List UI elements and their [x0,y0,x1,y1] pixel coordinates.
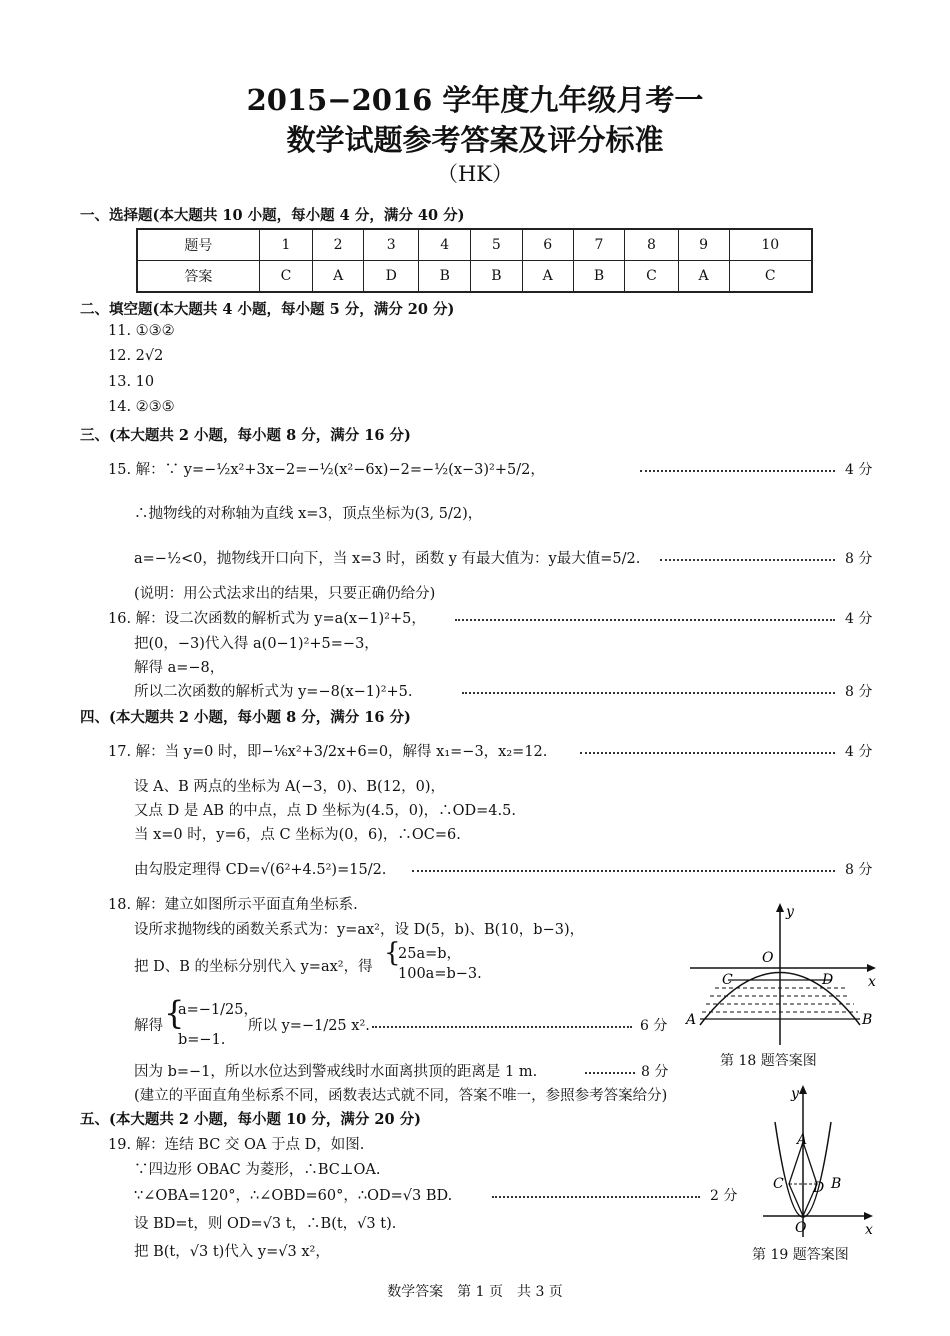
table-cell: 2 [313,229,364,261]
table-cell: 8 [625,229,678,261]
dot-leader [492,1196,700,1198]
q15-line-2: ∴抛物线的对称轴为直线 x=3，顶点坐标为(3, 5/2)， [134,506,483,522]
table-cell: C [259,261,312,293]
title-line-2: 数学试题参考答案及评分标准 [286,123,664,157]
score: 6 分 [640,1018,668,1034]
dot-leader [640,470,835,472]
label-b: B [831,1176,842,1192]
page-footer: 数学答案 第 1 页 共 3 页 [387,1284,563,1300]
table-cell: 1 [259,229,312,261]
score: 4 分 [845,744,873,760]
label-c: C [722,972,733,988]
label-a: A [686,1012,697,1028]
figure-19 [755,1082,880,1242]
table-cell: A [313,261,364,293]
arrow-up-icon [799,1085,807,1094]
q18-line-2: 设所求抛物线的函数关系式为：y=ax²，设 D(5，b)、B(10，b−3)， [134,922,585,938]
q19-line-4: 设 BD=t，则 OD=√3 t，∴B(t，√3 t). [134,1216,397,1232]
title-line-3: （HK） [436,162,513,186]
label-x: x [865,1222,873,1238]
table-cell: A [522,261,573,293]
table-row [137,261,812,293]
label-x: x [868,974,876,990]
table-cell: 5 [471,229,523,261]
q18-line-3: 把 D、B 的坐标分别代入 y=ax²，得 [134,959,373,975]
q17-line-3: 又点 D 是 AB 的中点，点 D 坐标为(4.5，0)，∴OD=4.5. [134,803,516,819]
q18-line-4: 解得 [134,1018,163,1034]
label-y: y [786,904,794,920]
label-y: y [791,1086,799,1102]
q17-line-5: 由勾股定理得 CD=√(6²+4.5²)=15/2. [134,862,387,878]
q18-solution-2: b=−1. [178,1032,226,1048]
table-cell: B [573,261,625,293]
label-c: C [773,1176,784,1192]
dot-leader [462,692,835,694]
section-1-heading: 一、选择题(本大题共 10 小题，每小题 4 分，满分 40 分) [80,207,465,224]
section-2-heading: 二、填空题(本大题共 4 小题，每小题 5 分，满分 20 分) [80,301,455,318]
arrow-up-icon [776,903,784,912]
table-cell: A [678,261,729,293]
score: 8 分 [845,684,873,700]
q19-line-2: ∵四边形 OBAC 为菱形，∴BC⊥OA. [134,1162,381,1178]
figure-19-caption: 第 19 题答案图 [752,1247,849,1263]
table-cell: 7 [573,229,625,261]
dot-leader [580,752,835,754]
q15-line-3: a=−½<0，抛物线开口向下，当 x=3 时，函数 y 有最大值为：y最大值=5/2. [134,551,641,567]
answer-13: 13. 10 [108,374,155,390]
q19-line-5: 把 B(t，√3 t)代入 y=√3 x²， [134,1244,330,1260]
section-4-heading: 四、(本大题共 2 小题，每小题 8 分，满分 16 分) [80,709,411,726]
table-cell: 答案 [137,261,259,293]
table-cell: 3 [364,229,419,261]
brace: { [384,938,401,968]
brace: { [164,994,185,1032]
q16-line-4: 所以二次函数的解析式为 y=−8(x−1)²+5. [134,684,413,700]
arrow-right-icon [864,1212,873,1220]
q18-system-1: 25a=b， [398,946,462,962]
table-cell: B [471,261,523,293]
dot-leader [372,1026,632,1028]
answer-14: 14. ②③⑤ [108,399,175,415]
label-d: D [813,1180,825,1196]
q15-note: (说明：用公式法求出的结果，只要正确仍给分) [134,586,436,602]
label-b: B [862,1012,873,1028]
q18-system-2: 100a=b−3. [398,966,482,982]
label-o: O [795,1220,807,1236]
label-o: O [762,950,774,966]
score: 8 分 [845,551,873,567]
table-cell: 9 [678,229,729,261]
q19-line-1: 19. 解：连结 BC 交 OA 于点 D，如图. [108,1137,365,1153]
label-a: A [797,1132,808,1148]
q17-line-2: 设 A、B 两点的坐标为 A(−3，0)、B(12，0)， [134,779,445,795]
arrow-right-icon [867,964,876,972]
dot-leader [455,619,835,621]
dot-leader [660,559,835,561]
q17-line-1: 17. 解：当 y=0 时，即−⅙x²+3/2x+6=0，解得 x₁=−3，x₂=12. [108,744,548,760]
score: 4 分 [845,462,873,478]
table-cell: 10 [729,229,812,261]
q18-note: (建立的平面直角坐标系不同，函数表达式就不同，答案不唯一，参照参考答案给分) [134,1088,668,1104]
score: 4 分 [845,611,873,627]
table-cell: D [364,261,419,293]
q19-line-3: ∵∠OBA=120°，∴∠OBD=60°，∴OD=√3 BD. [134,1188,453,1204]
score: 8 分 [845,862,873,878]
q18-line-4b: 所以 y=−1/25 x². [248,1018,370,1034]
q18-solution-1: a=−1/25， [178,1002,259,1018]
q17-line-4: 当 x=0 时，y=6，点 C 坐标为(0，6)，∴OC=6. [134,827,461,843]
figure-18 [680,900,880,1050]
figure-18-caption: 第 18 题答案图 [720,1053,817,1069]
answer-12: 12. 2√2 [108,348,164,364]
answer-11: 11. ①③② [108,323,175,339]
dot-leader [412,870,835,872]
table-cell: C [729,261,812,293]
q16-line-1: 16. 解：设二次函数的解析式为 y=a(x−1)²+5， [108,611,426,627]
table-cell: B [419,261,471,293]
dot-leader [585,1072,635,1074]
score: 2 分 [710,1188,738,1204]
q16-line-2: 把(0，−3)代入得 a(0−1)²+5=−3， [134,636,379,652]
section-5-heading: 五、(本大题共 2 小题，每小题 10 分，满分 20 分) [80,1111,421,1128]
answer-table [136,228,813,293]
table-cell: 6 [522,229,573,261]
q15-line-1: 15. 解：∵ y=−½x²+3x−2=−½(x²−6x)−2=−½(x−3)²+5/2， [108,462,545,478]
table-row [137,229,812,261]
table-cell: 题号 [137,229,259,261]
q18-line-5: 因为 b=−1，所以水位达到警戒线时水面离拱顶的距离是 1 m. [134,1064,538,1080]
label-d: D [822,972,834,988]
table-cell: 4 [419,229,471,261]
q18-line-1: 18. 解：建立如图所示平面直角坐标系. [108,897,358,913]
title-line-1: 2015−2016 学年度九年级月考一 [246,83,704,117]
section-3-heading: 三、(本大题共 2 小题，每小题 8 分，满分 16 分) [80,427,411,444]
q16-line-3: 解得 a=−8， [134,660,225,676]
table-cell: C [625,261,678,293]
score: 8 分 [641,1064,669,1080]
